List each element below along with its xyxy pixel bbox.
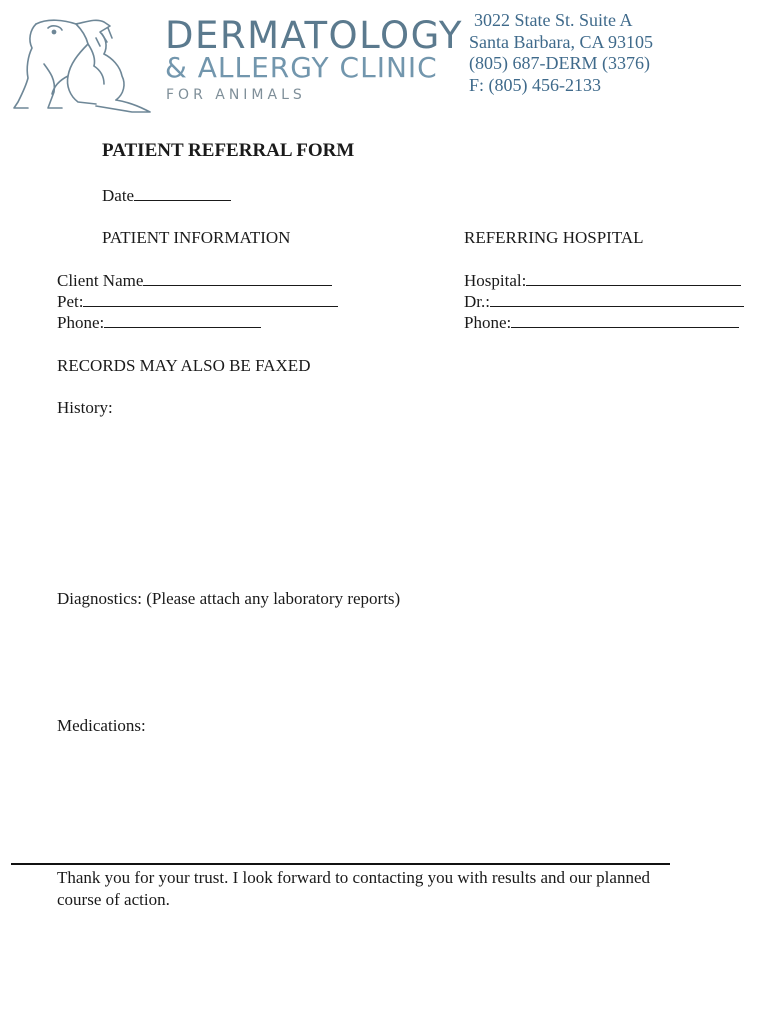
dr-label: Dr.: (464, 292, 490, 311)
date-field[interactable] (102, 186, 231, 206)
client-name-blank[interactable] (143, 271, 332, 286)
pet-label: Pet: (57, 292, 84, 311)
form-title: PATIENT REFERRAL FORM (102, 140, 355, 161)
history-label: History: (57, 398, 113, 417)
hospital-field[interactable] (464, 271, 741, 291)
clinic-fax: F: (805) 456-2133 (469, 74, 601, 95)
date-blank[interactable] (134, 186, 231, 201)
pet-field[interactable] (57, 292, 338, 312)
patient-phone-field[interactable] (57, 313, 261, 333)
hospital-label: Hospital: (464, 271, 527, 290)
divider (11, 863, 670, 865)
hospital-phone-field[interactable] (464, 313, 739, 333)
medications-label: Medications: (57, 716, 146, 735)
referring-hospital-heading: REFERRING HOSPITAL (464, 228, 644, 247)
hospital-blank[interactable] (526, 271, 741, 286)
hospital-phone-blank[interactable] (511, 313, 739, 328)
clinic-address: 3022 State St. Suite A (474, 10, 633, 30)
client-name-label: Client Name (57, 271, 144, 290)
records-fax-note: RECORDS MAY ALSO BE FAXED (57, 356, 311, 375)
clinic-contact-block (469, 10, 653, 96)
clinic-name-primary: DERMATOLOGY (165, 14, 464, 57)
pet-blank[interactable] (83, 292, 338, 307)
patient-info-heading: PATIENT INFORMATION (102, 228, 291, 247)
closing-message: Thank you for your trust. I look forward to contacting you with results and our planned course of action. (57, 868, 650, 909)
clinic-phone: (805) 687-DERM (3376) (469, 53, 650, 73)
diagnostics-label: Diagnostics: (Please attach any laboratory reports) (57, 589, 401, 608)
client-name-field[interactable] (57, 271, 332, 291)
patient-phone-blank[interactable] (104, 313, 261, 328)
patient-phone-label: Phone: (57, 313, 105, 332)
clinic-tagline: FOR ANIMALS (166, 87, 306, 103)
clinic-name-secondary: & ALLERGY CLINIC (165, 51, 438, 84)
hospital-phone-label: Phone: (464, 313, 512, 332)
dog-scratching-icon (8, 14, 158, 114)
date-label: Date (102, 186, 135, 205)
dr-field[interactable] (464, 292, 744, 312)
dr-blank[interactable] (490, 292, 744, 307)
clinic-city: Santa Barbara, CA 93105 (469, 31, 653, 52)
